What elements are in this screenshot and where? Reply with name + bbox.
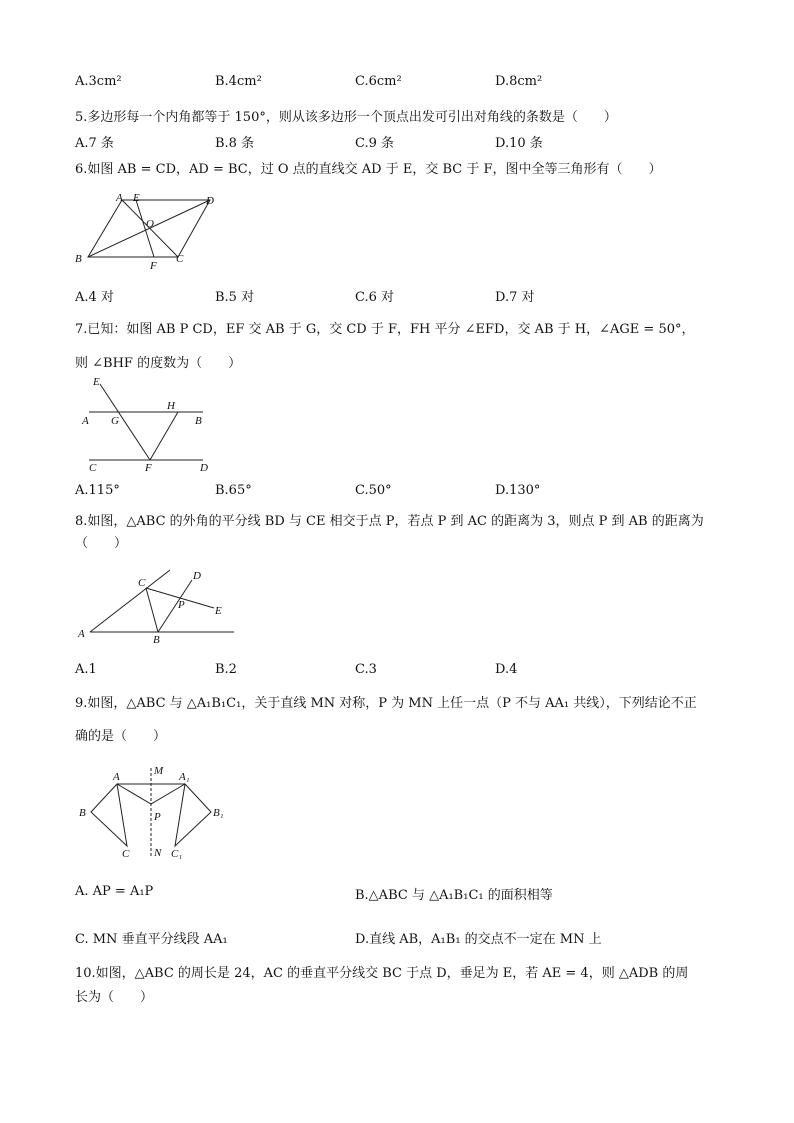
q6-option-c[interactable]: C.6 对 xyxy=(355,290,395,305)
label-e: E xyxy=(93,376,100,388)
q9-option-d[interactable]: D.直线 AB，A₁B₁ 的交点不一定在 MN 上 xyxy=(355,932,602,947)
q5-text: 5.多边形每一个内角都等于 150°，则从该多边形一个顶点出发可引出对角线的条数是（ ） xyxy=(75,110,617,125)
label-a: A xyxy=(116,192,123,204)
label-c: C xyxy=(122,848,130,860)
label-f: F xyxy=(150,260,157,272)
q6-figure xyxy=(70,190,220,272)
q7-options xyxy=(0,483,794,505)
q6-options xyxy=(0,286,794,308)
segment-cb xyxy=(146,588,158,632)
q4-option-d[interactable]: D.8cm² xyxy=(495,74,543,89)
label-d: D xyxy=(193,570,201,582)
label-b: B xyxy=(195,415,202,427)
q6-option-b[interactable]: B.5 对 xyxy=(215,290,255,305)
q8-option-a[interactable]: A.1 xyxy=(75,662,97,677)
q4-option-b[interactable]: B.4cm² xyxy=(215,74,262,89)
q7-option-c[interactable]: C.50° xyxy=(355,483,392,498)
q5-option-a[interactable]: A.7 条 xyxy=(75,136,114,151)
label-b: B xyxy=(79,807,86,819)
label-m: M xyxy=(154,765,164,777)
line-ef xyxy=(100,384,150,460)
q9-figure xyxy=(75,760,245,860)
label-h: H xyxy=(167,400,175,412)
line-fh xyxy=(150,412,178,460)
label-d: D xyxy=(200,462,208,474)
q7-option-a[interactable]: A.115° xyxy=(75,483,120,498)
q9-text-2: 确的是（ ） xyxy=(75,729,167,744)
label-a: A xyxy=(113,771,120,783)
q7-figure xyxy=(75,372,220,474)
label-p: P xyxy=(154,811,161,823)
q8-text-2: （ ） xyxy=(75,536,128,551)
q5-option-d[interactable]: D.10 条 xyxy=(495,136,543,151)
q9-option-c[interactable]: C. MN 垂直平分线段 AA₁ xyxy=(75,932,228,947)
label-c: C xyxy=(176,253,184,265)
label-b: B xyxy=(75,253,82,265)
q4-options xyxy=(0,74,794,96)
q8-option-c[interactable]: C.3 xyxy=(355,662,377,677)
label-a1: A₁ xyxy=(179,771,190,783)
q5-option-c[interactable]: C.9 条 xyxy=(355,136,395,151)
q6-option-d[interactable]: D.7 对 xyxy=(495,290,535,305)
triangle-a1b1c1 xyxy=(175,784,211,846)
label-c: C xyxy=(89,462,97,474)
q9-options-row-2 xyxy=(0,928,794,950)
q4-option-a[interactable]: A.3cm² xyxy=(75,74,122,89)
line-ac-extended xyxy=(90,570,170,632)
label-p: P xyxy=(178,599,185,611)
q7-text: 7.已知：如图 AB P CD，EF 交 AB 于 G，交 CD 于 F，FH 平分 ∠EFD，交 AB 于 H，∠AGE = 50°， xyxy=(75,322,695,337)
q8-options xyxy=(0,662,794,684)
label-g: G xyxy=(111,415,119,427)
q5-option-b[interactable]: B.8 条 xyxy=(215,136,255,151)
label-c1: C₁ xyxy=(171,848,183,860)
label-c: C xyxy=(138,577,146,589)
q9-text: 9.如图，△ABC 与 △A₁B₁C₁，关于直线 MN 对称，P 为 MN 上任一点（P 不与 AA₁ 共线），下列结论不正 xyxy=(75,696,697,711)
bisector-bd xyxy=(158,580,192,632)
triangle-abc xyxy=(91,784,127,846)
q8-option-b[interactable]: B.2 xyxy=(215,662,237,677)
label-e: E xyxy=(215,605,222,617)
q5-options xyxy=(0,132,794,154)
q6-option-a[interactable]: A.4 对 xyxy=(75,290,114,305)
q4-option-c[interactable]: C.6cm² xyxy=(355,74,402,89)
q7-option-b[interactable]: B.65° xyxy=(215,483,252,498)
label-a: A xyxy=(82,415,89,427)
q10-text: 10.如图，△ABC 的周长是 24，AC 的垂直平分线交 BC 于点 D，垂足为 E，若 AE = 4，则 △ADB 的周 xyxy=(75,966,689,981)
q8-text: 8.如图，△ABC 的外角的平分线 BD 与 CE 相交于点 P，若点 P 到 AC 的距离为 3，则点 P 到 AB 的距离为 xyxy=(75,514,704,529)
label-n: N xyxy=(154,847,162,859)
q9-option-b[interactable]: B.△ABC 与 △A₁B₁C₁ 的面积相等 xyxy=(355,888,553,903)
q8-option-d[interactable]: D.4 xyxy=(495,662,518,677)
q7-option-d[interactable]: D.130° xyxy=(495,483,541,498)
q6-text: 6.如图 AB = CD，AD = BC，过 O 点的直线交 AD 于 E，交 BC 于 F，图中全等三角形有（ ） xyxy=(75,162,662,177)
q10-text-2: 长为（ ） xyxy=(75,990,154,1005)
q7-text-2: 则 ∠BHF 的度数为（ ） xyxy=(75,356,242,371)
label-d: D xyxy=(206,195,214,207)
label-e: E xyxy=(133,192,140,204)
label-a: A xyxy=(78,628,85,640)
q9-options-row-1 xyxy=(0,884,794,906)
label-o: O xyxy=(146,218,154,230)
q9-option-a[interactable]: A. AP = A₁P xyxy=(75,884,154,899)
label-b1: B₁ xyxy=(213,807,224,819)
label-b: B xyxy=(153,634,160,646)
q8-figure xyxy=(72,562,240,650)
label-f: F xyxy=(145,462,152,474)
